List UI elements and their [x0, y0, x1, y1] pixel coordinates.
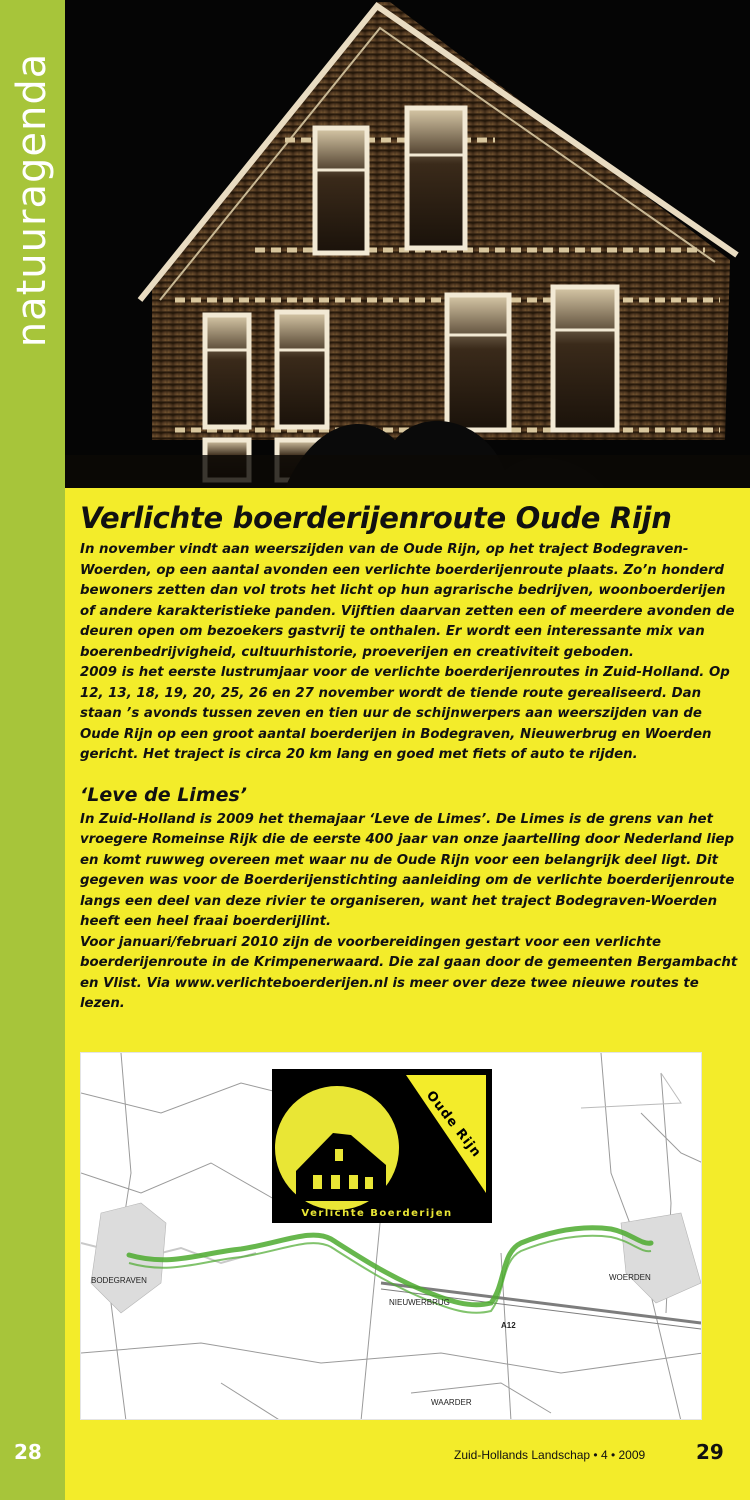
logo-banner-text: Oude Rijn	[422, 1088, 485, 1161]
map-place-bodegraven: BODEGRAVEN	[91, 1276, 147, 1285]
farmhouse-night-photo	[65, 0, 750, 488]
publication-credit: Zuid-Hollands Landschap • 4 • 2009	[454, 1448, 646, 1462]
article-body	[80, 498, 740, 1015]
map-place-waarder: WAARDER	[431, 1398, 472, 1407]
section-label	[4, 52, 60, 348]
body-paragraph-krimpenerwaard: Voor januari/februari 2010 zijn de voorbereidingen gestart voor een verlichte boerderijenroute in de Krimpenerwaard. Die zal gaan door de gemeenten Bergambacht en Vlist. Via www.verlichteboerderijen.nl is meer over deze twee nieuwe routes te lezen.	[80, 934, 738, 1011]
logo-caption-text: Verlichte Boerderijen	[301, 1208, 453, 1219]
body-paragraph-lustrum: 2009 is het eerste lustrumjaar voor de verlichte boerderijenroutes in Zuid-Holland. Op 12, 13, 18, 19, 20, 25, 26 en 27 november wordt de tiende route gerealiseerd. Dan staan ’s avonds tussen zeven en tien uur de schijnwerpers aan weerszijden van de Oude Rijn op een groot aantal boerderijen in Bodegraven, Nieuwerbrug en Woerden gericht. Het traject is circa 20 km lang en goed met fiets of auto te rijden.	[80, 665, 730, 762]
left-margin-bar	[0, 0, 65, 1500]
map-road-a12: A12	[501, 1321, 516, 1330]
body-paragraph-limes: In Zuid-Holland is 2009 het themajaar ‘Leve de Limes’. De Limes is de grens van het vroegere Romeinse Rijk die de eerste 400 jaar van onze jaartelling door Nederland liep en komt ruwweg overeen met waar nu de Oude Rijn voor een belangrijk deel ligt. Dit gegeven was voor de Boerderijenstichting aanleiding om de verlichte boerderijenroute langs een deel van deze rivier te organiseren, want het traject Bodegraven-Woerden heeft een heel fraai boerderijlint.	[80, 811, 735, 929]
section-label-text: natuuragenda	[9, 52, 55, 348]
article-title: Verlichte boerderijenroute Oude Rijn	[80, 501, 672, 535]
intro-paragraph: In november vindt aan weerszijden van de Oude Rijn, op het traject Bodegraven-Woerden, op een aantal avonden een verlichte boerderijenroute plaats. Zo’n honderd bewoners zetten dan vol trots het licht op hun agrarische bedrijven, woonboerderijen of andere karakteristieke panden. Vijftien daarvan zetten een of meerdere avonden de deuren open om bezoekers gastvrij te onthalen. Er wordt een interessante mix van boerenbedrijvigheid, cultuurhistorie, proeverijen en creativiteit geboden.	[80, 542, 735, 660]
route-map	[80, 1052, 702, 1420]
map-place-woerden: WOERDEN	[609, 1273, 651, 1282]
map-place-nieuwerbrug: NIEUWERBRUG	[389, 1298, 450, 1307]
subheading-leve-de-limes: ‘Leve de Limes’	[80, 783, 248, 806]
page-number-right: 29	[696, 1440, 724, 1464]
page-number-left: 28	[14, 1440, 42, 1464]
